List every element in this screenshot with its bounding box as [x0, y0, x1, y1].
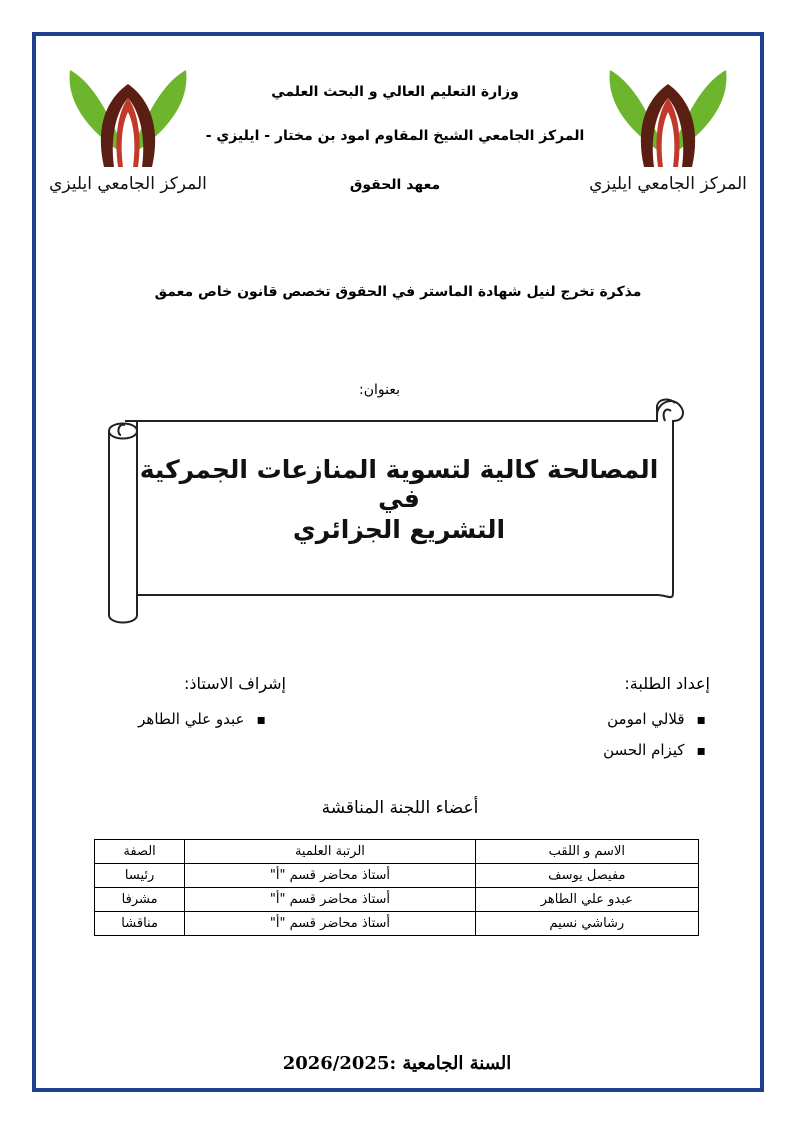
- table-row: [95, 912, 699, 936]
- university-logo-left: [48, 62, 208, 212]
- table-cell: مفيصل يوسف: [475, 864, 698, 888]
- table-cell: أستاذ محاضر قسم "أ": [185, 864, 475, 888]
- title-label: بعنوان:: [359, 382, 400, 398]
- supervisor-label: إشراف الاستاذ:: [184, 674, 286, 693]
- table-cell: مناقشا: [95, 912, 185, 936]
- list-item: ▪ كيزام الحسن: [540, 735, 706, 766]
- table-header-cell: الصفة: [95, 840, 185, 864]
- students-label: إعداد الطلبة:: [624, 674, 710, 693]
- thesis-description: مذكرة تخرج لنيل شهادة الماستر في الحقوق تخصص قانون خاص معمق: [154, 284, 642, 300]
- university-name: المركز الجامعي الشيخ المقاوم امود بن مختار - ايليزي -: [205, 128, 585, 144]
- logo-caption: المركز الجامعي ايليزي: [589, 174, 747, 194]
- thesis-title-line1: المصالحة كالية لتسوية المنازعات الجمركية في: [139, 455, 659, 513]
- academic-year: السنة الجامعية :2026/2025: [282, 1053, 512, 1074]
- table-row: [95, 864, 699, 888]
- thesis-title-line2: التشريع الجزائري: [292, 515, 506, 544]
- table-cell: رئيسا: [95, 864, 185, 888]
- jury-label: أعضاء اللجنة المناقشة: [321, 798, 479, 818]
- table-header-cell: الرتبة العلمية: [185, 840, 475, 864]
- logo-emblem-icon: [588, 62, 748, 177]
- table-cell: عبدو علي الطاهر: [475, 888, 698, 912]
- table-header-cell: الاسم و اللقب: [475, 840, 698, 864]
- logo-caption: المركز الجامعي ايليزي: [49, 174, 207, 194]
- university-logo-right: [588, 62, 748, 212]
- table-row: [95, 888, 699, 912]
- list-item: ▪ قلالي امومن: [540, 704, 706, 735]
- logo-emblem-icon: [48, 62, 208, 177]
- institute-name: معهد الحقوق: [349, 177, 441, 193]
- table-cell: أستاذ محاضر قسم "أ": [185, 888, 475, 912]
- table-cell: رشاشي نسيم: [475, 912, 698, 936]
- table-cell: مشرفا: [95, 888, 185, 912]
- students-list: [540, 704, 706, 766]
- supervisor-list: [100, 704, 266, 735]
- jury-table: [94, 839, 699, 936]
- table-cell: أستاذ محاضر قسم "أ": [185, 912, 475, 936]
- table-header-row: [95, 840, 699, 864]
- title-scroll-banner: [105, 393, 687, 628]
- list-item: ▪ عبدو علي الطاهر: [100, 704, 266, 735]
- ministry-name: وزارة التعليم العالي و البحث العلمي: [271, 84, 519, 100]
